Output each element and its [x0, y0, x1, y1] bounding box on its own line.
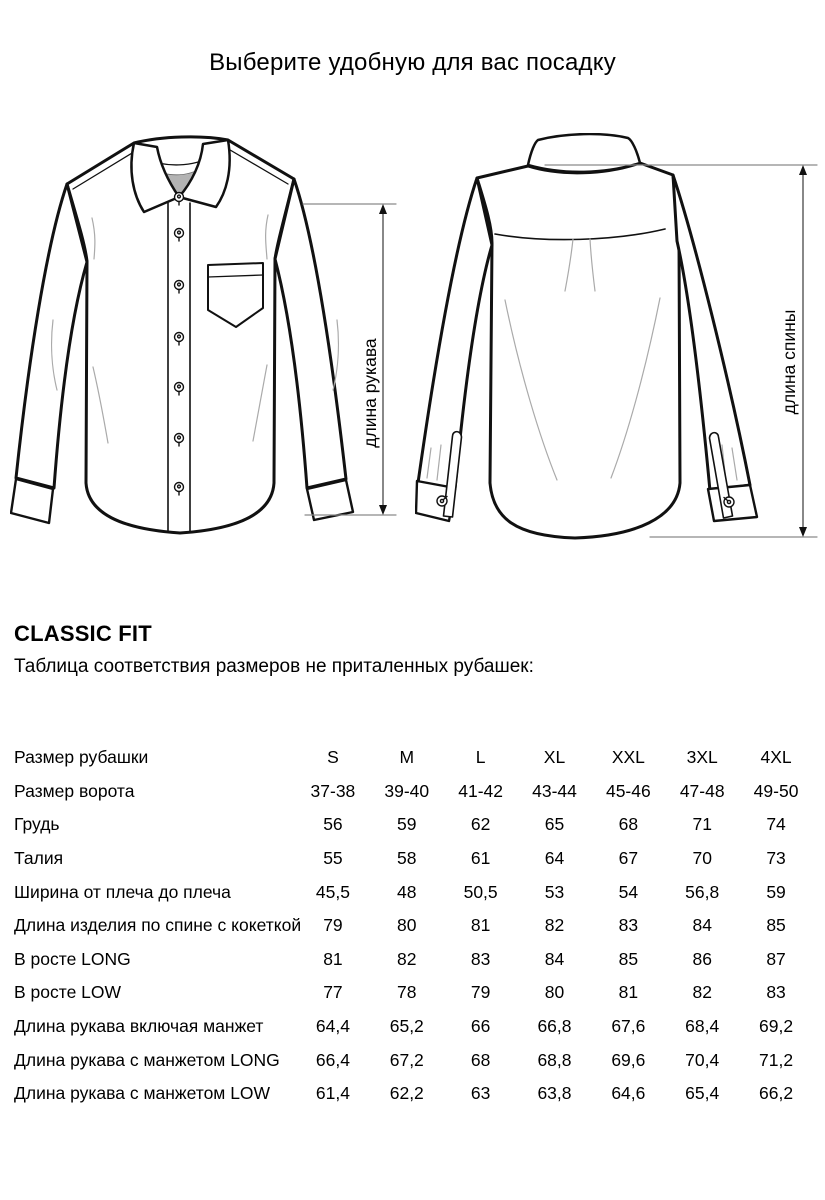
table-row — [14, 909, 813, 943]
row-label: Длина рукава с манжетом LONG — [14, 1049, 280, 1070]
row-label: Талия — [14, 848, 64, 869]
size-value-cell: 87 — [766, 948, 786, 969]
row-label: Размер рубашки — [14, 747, 149, 768]
size-value-cell: 67 — [618, 848, 639, 869]
size-value-cell: 53 — [544, 881, 565, 902]
size-table — [14, 741, 813, 1111]
row-label: Длина изделия по спине с кокеткой — [14, 915, 302, 936]
size-value-cell: 66,2 — [759, 1083, 794, 1104]
size-value-cell: 41-42 — [458, 780, 504, 801]
size-value-cell: 65 — [544, 814, 565, 835]
size-value-cell: 79 — [470, 982, 491, 1003]
row-label: В росте LOW — [14, 982, 122, 1003]
size-value-cell: 63,8 — [537, 1083, 572, 1104]
size-value-cell: 81 — [323, 948, 343, 969]
table-header-row — [14, 741, 813, 775]
size-value-cell: 56,8 — [685, 881, 720, 902]
size-value-cell: 47-48 — [679, 780, 725, 801]
size-value-cell: 69,2 — [759, 1016, 794, 1037]
size-value-cell: 85 — [618, 948, 639, 969]
shirt-back-diagram — [415, 133, 820, 563]
size-value-cell: 74 — [766, 814, 786, 835]
table-row — [14, 808, 813, 842]
size-value-cell: 58 — [397, 848, 417, 869]
size-value-cell: 37-38 — [310, 780, 356, 801]
table-row — [14, 1043, 813, 1077]
size-value-cell: 66,8 — [537, 1016, 572, 1037]
sleeve-length-label: длина рукава — [360, 338, 380, 448]
size-value-cell: 68,8 — [537, 1049, 572, 1070]
size-value-cell: 54 — [618, 881, 639, 902]
size-value-cell: 80 — [397, 915, 417, 936]
shirt-front-art — [11, 137, 353, 533]
table-row — [14, 875, 813, 909]
size-value-cell: 79 — [323, 915, 343, 936]
size-value-cell: 82 — [397, 948, 417, 969]
size-value-cell: 83 — [470, 948, 491, 969]
size-value-cell: 55 — [323, 848, 343, 869]
size-value-cell: 81 — [618, 982, 639, 1003]
size-value-cell: 61 — [470, 848, 491, 869]
size-value-cell: XL — [543, 747, 566, 768]
shirt-back-art — [416, 134, 757, 538]
size-value-cell: 64 — [544, 848, 565, 869]
size-value-cell: 73 — [766, 848, 786, 869]
size-value-cell: 80 — [544, 982, 565, 1003]
size-value-cell: 67,2 — [389, 1049, 424, 1070]
size-value-cell: 64,4 — [315, 1016, 350, 1037]
size-value-cell: 66,4 — [315, 1049, 350, 1070]
size-value-cell: L — [475, 747, 486, 768]
size-value-cell: 69,6 — [611, 1049, 646, 1070]
size-value-cell: 61,4 — [315, 1083, 350, 1104]
page-title: Выберите удобную для вас посадку — [209, 49, 616, 76]
size-value-cell: 65,4 — [685, 1083, 720, 1104]
size-value-cell: 71 — [692, 814, 712, 835]
size-value-cell: 70,4 — [685, 1049, 720, 1070]
size-value-cell: XXL — [611, 747, 645, 768]
size-value-cell: 70 — [692, 848, 712, 869]
row-label: Грудь — [14, 814, 60, 835]
size-value-cell: 71,2 — [759, 1049, 794, 1070]
table-row — [14, 842, 813, 876]
size-value-cell: 4XL — [760, 747, 792, 768]
shirt-front-diagram — [10, 135, 400, 563]
table-row — [14, 1077, 813, 1111]
size-value-cell: 48 — [397, 881, 417, 902]
size-value-cell: 59 — [766, 881, 786, 902]
size-value-cell: 67,6 — [611, 1016, 646, 1037]
row-label: Ширина от плеча до плеча — [14, 881, 231, 902]
table-row — [14, 1010, 813, 1044]
row-label: В росте LONG — [14, 948, 131, 969]
size-value-cell: 50,5 — [463, 881, 498, 902]
size-value-cell: 59 — [397, 814, 417, 835]
size-value-cell: 49-50 — [753, 780, 799, 801]
size-value-cell: 68 — [618, 814, 639, 835]
table-row — [14, 775, 813, 809]
size-value-cell: 85 — [766, 915, 786, 936]
size-value-cell: 3XL — [686, 747, 718, 768]
size-value-cell: 45,5 — [315, 881, 350, 902]
table-row — [14, 943, 813, 977]
size-value-cell: 77 — [323, 982, 343, 1003]
size-value-cell: 62,2 — [389, 1083, 424, 1104]
table-row — [14, 976, 813, 1010]
size-value-cell: 43-44 — [532, 780, 577, 801]
size-value-cell: 62 — [470, 814, 491, 835]
size-value-cell: 82 — [544, 915, 565, 936]
section-subtitle: Таблица соответствия размеров не приталенных рубашек: — [14, 656, 534, 677]
size-value-cell: 86 — [692, 948, 712, 969]
size-value-cell: 84 — [544, 948, 565, 969]
size-value-cell: 64,6 — [611, 1083, 646, 1104]
size-value-cell: 83 — [618, 915, 639, 936]
size-value-cell: 82 — [692, 982, 712, 1003]
section-heading: CLASSIC FIT — [14, 621, 152, 646]
size-value-cell: 84 — [692, 915, 712, 936]
size-value-cell: 45-46 — [605, 780, 651, 801]
row-label: Длина рукава включая манжет — [14, 1016, 264, 1037]
size-value-cell: 81 — [470, 915, 491, 936]
size-value-cell: 78 — [397, 982, 417, 1003]
size-value-cell: S — [327, 747, 339, 768]
size-value-cell: 68 — [470, 1049, 491, 1070]
size-value-cell: 66 — [470, 1016, 491, 1037]
size-value-cell: 39-40 — [384, 780, 430, 801]
size-value-cell: 68,4 — [685, 1016, 720, 1037]
row-label: Размер ворота — [14, 780, 135, 801]
size-value-cell: 65,2 — [389, 1016, 424, 1037]
back-length-label: длина спины — [779, 309, 799, 415]
row-label: Длина рукава с манжетом LOW — [14, 1083, 271, 1104]
collar-band — [528, 134, 640, 172]
size-value-cell: 83 — [766, 982, 786, 1003]
size-value-cell: 56 — [323, 814, 343, 835]
size-value-cell: 63 — [470, 1083, 491, 1104]
size-value-cell: M — [399, 747, 415, 768]
